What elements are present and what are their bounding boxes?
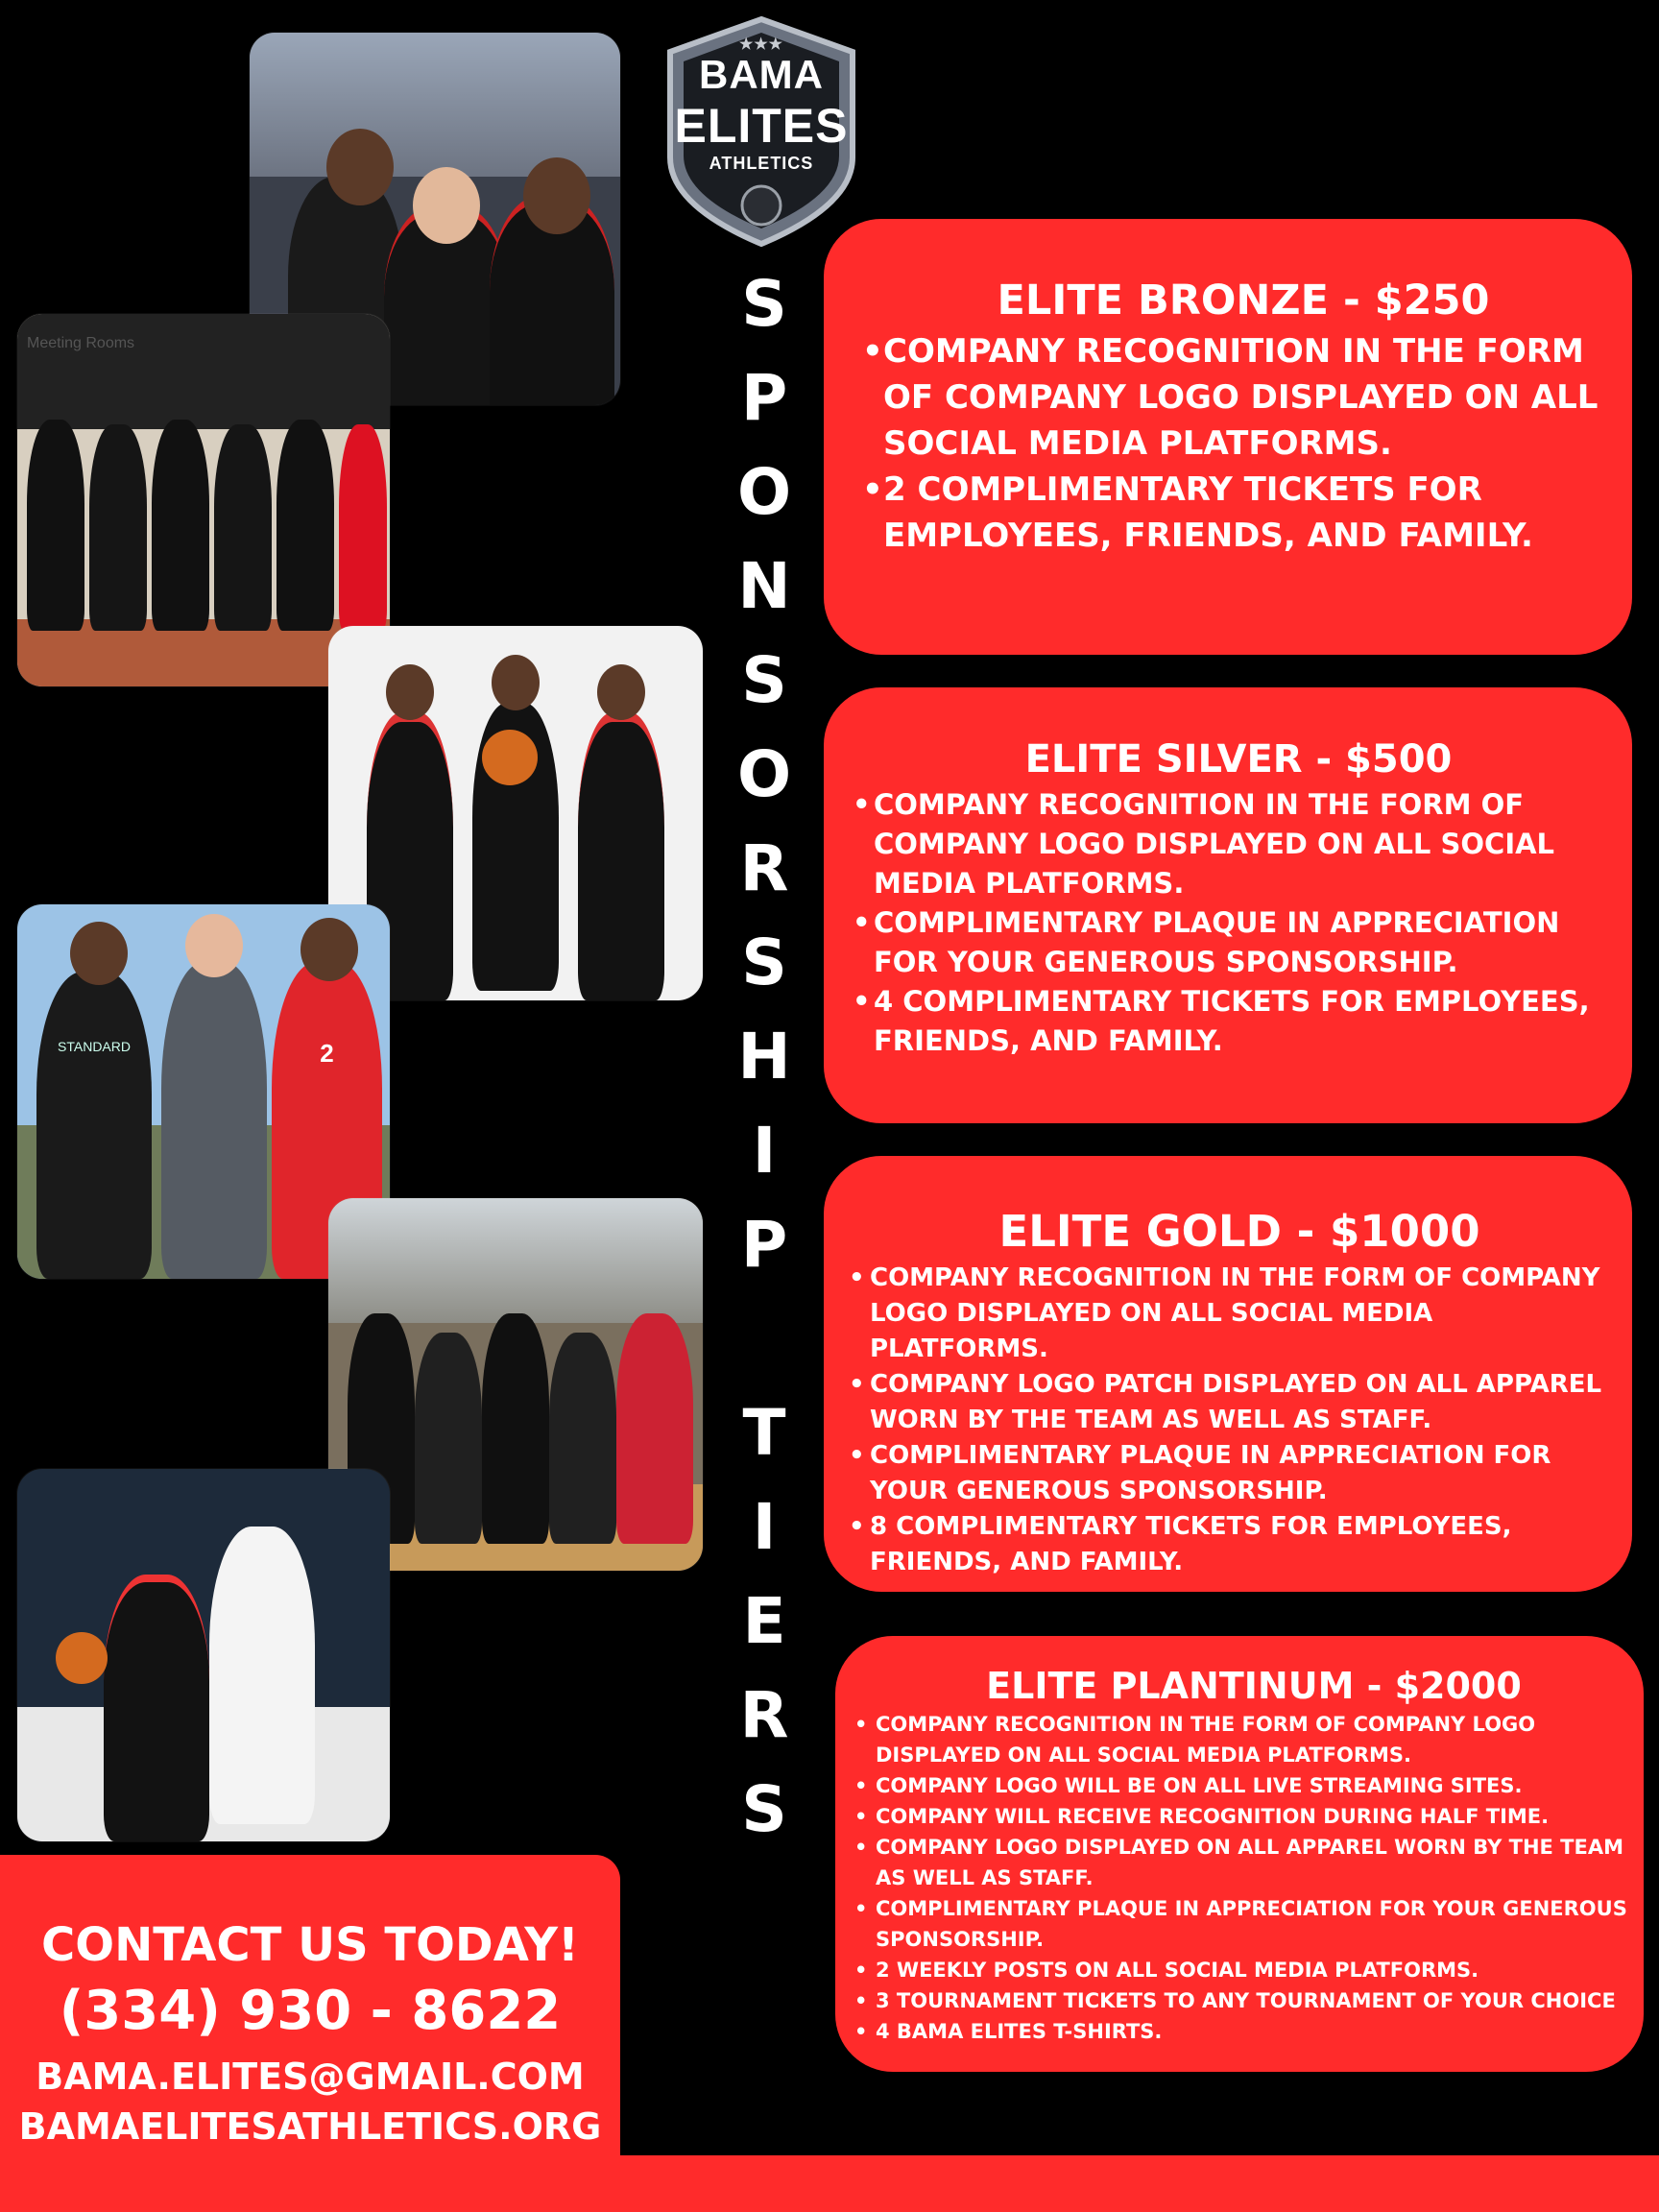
tier-title: ELITE SILVER - $500 bbox=[1024, 737, 1453, 781]
tier-item: • 4 COMPLIMENTARY TICKETS FOR EMPLOYEES, FRIENDS, AND FAMILY. bbox=[874, 982, 1603, 1061]
vertical-title-letter: R bbox=[739, 1678, 789, 1752]
contact-heading: CONTACT US TODAY! bbox=[41, 1918, 579, 1972]
tier-title: ELITE BRONZE - $250 bbox=[997, 276, 1490, 325]
vertical-title-letter: N bbox=[737, 549, 791, 623]
vertical-title-letter: H bbox=[737, 1020, 791, 1094]
jersey-number: 2 bbox=[320, 1039, 334, 1068]
tier-item: • COMPANY LOGO WILL BE ON ALL LIVE STREAMING SITES. bbox=[876, 1770, 1632, 1801]
tier-item: • COMPANY LOGO PATCH DISPLAYED ON ALL APPAREL WORN BY THE TEAM AS WELL AS STAFF. bbox=[870, 1367, 1609, 1438]
tier-item: • COMPANY RECOGNITION IN THE FORM OF COMPANY LOGO DISPLAYED ON ALL SOCIAL MEDIA PLATFORMS. bbox=[874, 785, 1603, 903]
vertical-title-letter: R bbox=[739, 831, 789, 905]
tier-item: • COMPLIMENTARY PLAQUE IN APPRECIATION FOR YOUR GENEROUS SPONSORSHIP. bbox=[876, 1893, 1632, 1955]
tier-item: • COMPANY RECOGNITION IN THE FORM OF COMPANY LOGO DISPLAYED ON ALL SOCIAL MEDIA PLATFORMS. bbox=[876, 1709, 1632, 1770]
tier-item: • COMPLIMENTARY PLAQUE IN APPRECIATION FOR YOUR GENEROUS SPONSORSHIP. bbox=[870, 1438, 1609, 1509]
vertical-title-letter: I bbox=[752, 1114, 777, 1188]
tier-title: ELITE PLANTINUM - $2000 bbox=[986, 1665, 1522, 1707]
tier-item: • 2 WEEKLY POSTS ON ALL SOCIAL MEDIA PLATFORMS. bbox=[876, 1955, 1632, 1985]
logo-stars: ★★★ bbox=[738, 36, 784, 53]
vertical-title-letter: S bbox=[741, 926, 787, 999]
tier-item: • 2 COMPLIMENTARY TICKETS FOR EMPLOYEES, FRIENDS, AND FAMILY. bbox=[883, 467, 1603, 559]
logo-line2: ELITES bbox=[674, 99, 849, 153]
vertical-title-letter: P bbox=[740, 1208, 788, 1282]
contact-email[interactable]: BAMA.ELITES@GMAIL.COM bbox=[36, 2056, 585, 2098]
tier-card-platinum bbox=[835, 1636, 1644, 2072]
tier-card-gold bbox=[824, 1156, 1632, 1592]
tier-item: • COMPANY WILL RECEIVE RECOGNITION DURING HALF TIME. bbox=[876, 1801, 1632, 1832]
vertical-title-letter: I bbox=[752, 1490, 777, 1564]
sponsorship-tiers-vertical-title bbox=[730, 257, 799, 1857]
vertical-title-letter bbox=[730, 1292, 799, 1386]
basketball bbox=[482, 730, 538, 785]
logo-line3: ATHLETICS bbox=[709, 154, 814, 173]
contact-phone[interactable]: (334) 930 - 8622 bbox=[59, 1980, 562, 2042]
photo-team-group-puma bbox=[17, 314, 390, 686]
tier-item: • 3 TOURNAMENT TICKETS TO ANY TOURNAMENT OF YOUR CHOICE bbox=[876, 1985, 1632, 2016]
contact-website[interactable]: BAMAELITESATHLETICS.ORG bbox=[18, 2105, 602, 2148]
vertical-title-letter: S bbox=[741, 267, 787, 341]
tier-item: • COMPANY RECOGNITION IN THE FORM OF COMPANY LOGO DISPLAYED ON ALL SOCIAL MEDIA PLATFORMS. bbox=[870, 1261, 1609, 1367]
bama-elites-logo bbox=[661, 13, 862, 250]
photo-game-action bbox=[17, 1469, 390, 1841]
vertical-title-letter: S bbox=[741, 643, 787, 717]
vertical-title-letter: E bbox=[742, 1584, 786, 1658]
tier-item: • 8 COMPLIMENTARY TICKETS FOR EMPLOYEES, FRIENDS, AND FAMILY. bbox=[870, 1509, 1609, 1580]
tier-item: • COMPLIMENTARY PLAQUE IN APPRECIATION FOR YOUR GENEROUS SPONSORSHIP. bbox=[874, 903, 1603, 982]
vertical-title-letter: O bbox=[736, 455, 792, 529]
meeting-rooms-sign: Meeting Rooms bbox=[27, 335, 135, 351]
tier-item: • COMPANY LOGO DISPLAYED ON ALL APPAREL WORN BY THE TEAM AS WELL AS STAFF. bbox=[876, 1832, 1632, 1893]
vertical-title-letter: O bbox=[736, 737, 792, 811]
tier-item: • COMPANY RECOGNITION IN THE FORM OF COMPANY LOGO DISPLAYED ON ALL SOCIAL MEDIA PLATFORMS. bbox=[883, 328, 1603, 467]
shirt-text: STANDARD bbox=[58, 1039, 131, 1054]
vertical-title-letter: P bbox=[740, 361, 788, 435]
logo-line1: BAMA bbox=[699, 52, 824, 97]
vertical-title-letter: S bbox=[741, 1772, 787, 1846]
basketball bbox=[56, 1632, 108, 1684]
tier-title: ELITE GOLD - $1000 bbox=[998, 1206, 1480, 1257]
tier-card-silver bbox=[824, 687, 1632, 1123]
tier-card-bronze bbox=[824, 219, 1632, 655]
tier-item: • 4 BAMA ELITES T-SHIRTS. bbox=[876, 2016, 1632, 2047]
contact-box bbox=[0, 1855, 620, 2212]
vertical-title-letter: T bbox=[742, 1396, 786, 1470]
bottom-accent-bar bbox=[620, 2155, 1659, 2212]
